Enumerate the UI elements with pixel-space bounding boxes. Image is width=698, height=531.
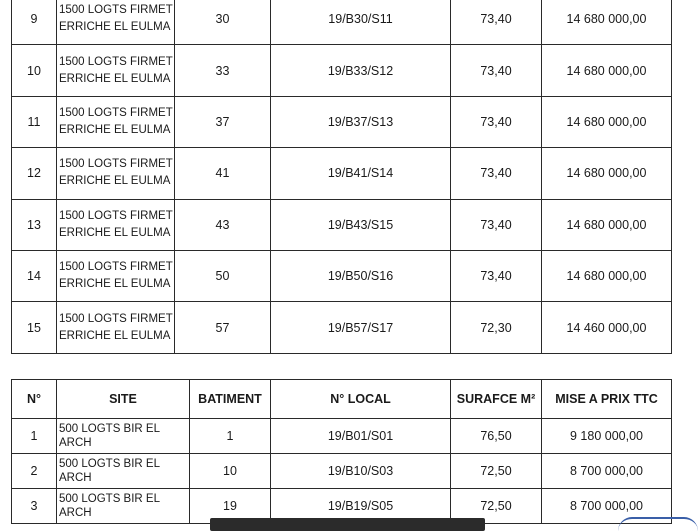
price-cell: 8 700 000,00 <box>542 454 672 489</box>
price-cell: 14 680 000,00 <box>542 0 672 45</box>
batiment-cell: 37 <box>175 96 271 147</box>
header-surface: SURAFCE M² <box>451 380 542 419</box>
local-cell: 19/B37/S13 <box>271 96 451 147</box>
scan-artifact-bar <box>210 518 485 531</box>
batiment-cell: 30 <box>175 0 271 45</box>
header-prix: MISE A PRIX TTC <box>542 380 672 419</box>
surface-cell: 76,50 <box>451 419 542 454</box>
batiment-cell: 19 <box>190 489 271 524</box>
row-number: 9 <box>12 0 57 45</box>
table-row <box>12 96 672 147</box>
lots-table-bir-el-arch <box>11 379 672 524</box>
site-line: ERRICHE EL EULMA <box>59 226 171 239</box>
price-cell: 14 680 000,00 <box>542 148 672 199</box>
row-number: 14 <box>12 250 57 301</box>
local-cell: 19/B43/S15 <box>271 199 451 250</box>
site-cell: 500 LOGTS BIR EL ARCH <box>57 454 190 489</box>
site-line: 1500 LOGTS FIRMET <box>59 106 173 119</box>
site-line: 1500 LOGTS FIRMET <box>59 158 173 171</box>
surface-cell: 72,50 <box>451 489 542 524</box>
table-row <box>12 302 672 353</box>
table-row <box>12 0 672 45</box>
table-row <box>12 45 672 96</box>
header-batiment: BATIMENT <box>190 380 271 419</box>
batiment-cell: 50 <box>175 250 271 301</box>
site-line: ERRICHE EL EULMA <box>59 21 171 34</box>
local-cell: 19/B10/S03 <box>271 454 451 489</box>
site-cell <box>57 250 175 301</box>
price-cell: 14 680 000,00 <box>542 199 672 250</box>
price-cell: 8 700 000,00 <box>542 489 672 524</box>
surface-cell: 73,40 <box>451 45 542 96</box>
site-line: ERRICHE EL EULMA <box>59 123 171 136</box>
price-cell: 14 460 000,00 <box>542 302 672 353</box>
row-number: 12 <box>12 148 57 199</box>
local-cell: 19/B33/S12 <box>271 45 451 96</box>
row-number: 3 <box>12 489 57 524</box>
table-header-row <box>12 380 672 419</box>
table-row <box>12 419 672 454</box>
site-line: 1500 LOGTS FIRMET <box>59 209 173 222</box>
header-local: N° LOCAL <box>271 380 451 419</box>
surface-cell: 72,50 <box>451 454 542 489</box>
site-cell <box>57 302 175 353</box>
local-cell: 19/B41/S14 <box>271 148 451 199</box>
batiment-cell: 57 <box>175 302 271 353</box>
row-number: 1 <box>12 419 57 454</box>
site-cell <box>57 199 175 250</box>
row-number: 15 <box>12 302 57 353</box>
site-line: 1500 LOGTS FIRMET <box>59 4 173 17</box>
site-cell <box>57 45 175 96</box>
local-cell: 19/B01/S01 <box>271 419 451 454</box>
price-cell: 14 680 000,00 <box>542 96 672 147</box>
price-cell: 14 680 000,00 <box>542 45 672 96</box>
batiment-cell: 1 <box>190 419 271 454</box>
row-number: 10 <box>12 45 57 96</box>
batiment-cell: 10 <box>190 454 271 489</box>
surface-cell: 73,40 <box>451 96 542 147</box>
site-line: ERRICHE EL EULMA <box>59 72 171 85</box>
local-cell: 19/B57/S17 <box>271 302 451 353</box>
header-num: N° <box>12 380 57 419</box>
row-number: 11 <box>12 96 57 147</box>
row-number: 2 <box>12 454 57 489</box>
site-cell: 500 LOGTS BIR EL ARCH <box>57 419 190 454</box>
site-line: ERRICHE EL EULMA <box>59 175 171 188</box>
surface-cell: 72,30 <box>451 302 542 353</box>
site-cell <box>57 0 175 45</box>
local-cell: 19/B19/S05 <box>271 489 451 524</box>
surface-cell: 73,40 <box>451 148 542 199</box>
table-row <box>12 199 672 250</box>
batiment-cell: 43 <box>175 199 271 250</box>
header-site: SITE <box>57 380 190 419</box>
row-number: 13 <box>12 199 57 250</box>
local-cell: 19/B50/S16 <box>271 250 451 301</box>
batiment-cell: 33 <box>175 45 271 96</box>
batiment-cell: 41 <box>175 148 271 199</box>
site-cell <box>57 96 175 147</box>
site-line: ERRICHE EL EULMA <box>59 278 171 291</box>
price-cell: 14 680 000,00 <box>542 250 672 301</box>
surface-cell: 73,40 <box>451 199 542 250</box>
site-line: 1500 LOGTS FIRMET <box>59 261 173 274</box>
surface-cell: 73,40 <box>451 0 542 45</box>
site-line: 1500 LOGTS FIRMET <box>59 312 173 325</box>
lots-table-continued <box>11 0 672 354</box>
table-row <box>12 454 672 489</box>
table-row <box>12 250 672 301</box>
table-row <box>12 148 672 199</box>
corner-stamp-mark <box>618 517 698 531</box>
site-line: 1500 LOGTS FIRMET <box>59 55 173 68</box>
price-cell: 9 180 000,00 <box>542 419 672 454</box>
site-line: ERRICHE EL EULMA <box>59 329 171 342</box>
local-cell: 19/B30/S11 <box>271 0 451 45</box>
site-cell <box>57 148 175 199</box>
site-cell: 500 LOGTS BIR EL ARCH <box>57 489 190 524</box>
surface-cell: 73,40 <box>451 250 542 301</box>
